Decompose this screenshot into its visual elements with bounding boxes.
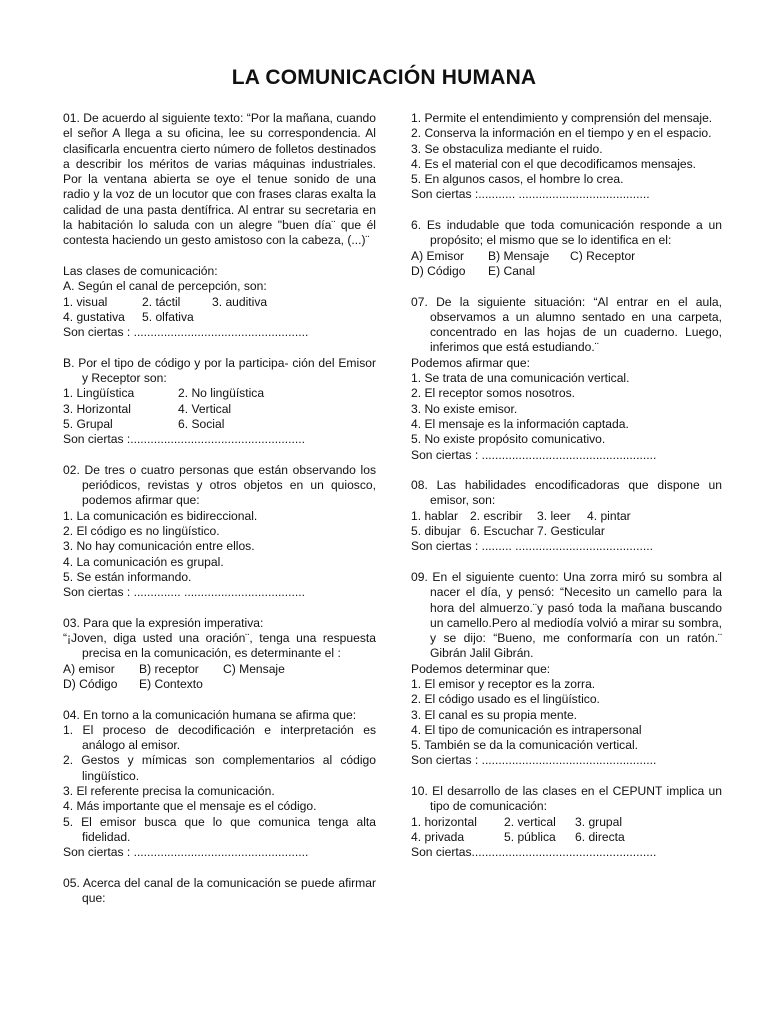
option-row bbox=[63, 386, 376, 401]
option: D) Código bbox=[63, 676, 118, 691]
list-item: 1. El proceso de decodificación e interpretación es análogo al emisor. bbox=[63, 722, 376, 753]
option: 2. No lingüística bbox=[178, 386, 265, 401]
option: 5. pública bbox=[504, 829, 556, 844]
option-row bbox=[411, 830, 722, 845]
list-item: 5. No existe propósito comunicativo. bbox=[411, 432, 606, 447]
list-item: 3. No hay comunicación entre ellos. bbox=[63, 539, 255, 554]
option-row bbox=[63, 662, 376, 677]
option: B) receptor bbox=[139, 661, 199, 676]
answer-line: Son ciertas....................................................... bbox=[411, 845, 657, 860]
question-01-a-stem: A. Según el canal de percepción, son: bbox=[63, 279, 267, 294]
list-item: 4. El tipo de comunicación es intrapersonal bbox=[411, 722, 642, 737]
list-item: 2. Gestos y mímicas son complementarios al código lingüístico. bbox=[63, 753, 376, 783]
question-03-stem: 03. Para que la expresión imperativa: bbox=[63, 615, 264, 630]
list-item: 5. El emisor busca que lo que comunica tenga alta fidelidad. bbox=[63, 814, 376, 844]
option: C) Receptor bbox=[570, 248, 636, 263]
option-row bbox=[411, 815, 722, 830]
option-row bbox=[63, 310, 376, 325]
list-item: 4. Más importante que el mensaje es el código. bbox=[63, 799, 317, 814]
option: 2. vertical bbox=[504, 814, 556, 829]
question-05-stem: 05. Acerca del canal de la comunicación se puede afirmar que: bbox=[63, 875, 376, 906]
question-10-stem: 10. El desarrollo de las clases en el CEPUNT implica un tipo de comunicación: bbox=[411, 784, 722, 814]
option-row bbox=[411, 264, 722, 279]
option: 1. visual bbox=[63, 294, 108, 309]
option: 7. Gesticular bbox=[537, 524, 605, 539]
list-item: 2. El receptor somos nosotros. bbox=[411, 386, 576, 401]
answer-line: Son ciertas :........... ....................................... bbox=[411, 187, 650, 202]
option: 2. escribir bbox=[470, 508, 523, 523]
option-row bbox=[411, 249, 722, 264]
answer-line: Son ciertas :.................................................... bbox=[63, 432, 305, 447]
list-item: 3. El referente precisa la comunicación. bbox=[63, 784, 275, 799]
question-03-quote: “¡Joven, diga usted una oración¨, tenga una respuesta precisa en la comunicación, es determinante el : bbox=[63, 631, 376, 661]
list-item: 2. El código es no lingüístico. bbox=[63, 524, 220, 539]
option-row bbox=[63, 402, 376, 417]
list-item: 5. Se están informando. bbox=[63, 569, 192, 584]
option: 1. horizontal bbox=[411, 814, 477, 829]
answer-line: Son ciertas : .................................................... bbox=[411, 447, 657, 462]
option: E) Contexto bbox=[139, 676, 203, 691]
option: 3. Horizontal bbox=[63, 401, 131, 416]
answer-line: Son ciertas : .................................................... bbox=[63, 845, 309, 860]
left-column bbox=[63, 111, 376, 906]
question-01-intro: Las clases de comunicación: bbox=[63, 263, 218, 278]
question-07-stem: 07. De la siguiente situación: “Al entrar en el aula, observamos a un alumno sentado en una carpeta, concentrado en las hojas de un cuaderno. Luego, inferimos que está estudiando.¨ bbox=[411, 294, 722, 355]
list-item: 5. En algunos casos, el hombre lo crea. bbox=[411, 172, 624, 187]
option-row bbox=[63, 677, 376, 692]
option: E) Canal bbox=[488, 263, 536, 278]
question-02-stem: 02. De tres o cuatro personas que están observando los periódicos, revistas y otros objetos en un quiosco, podemos afirmar que: bbox=[63, 462, 376, 508]
option: 3. leer bbox=[537, 508, 571, 523]
question-01-text: 01. De acuerdo al siguiente texto: “Por la mañana, cuando el señor A llega a su oficina, lee su correspondencia. Al clasificarla encuentra cierto número de folletos destinados a describir los méritos de varias máquinas industriales. Por la ventana abierta se oye el tenue sonido de una radio y la voz de un locutor que con frases claras exalta la calidad de una pasta dentífrica. Al entrar su secretaria en la habitación lo saluda con un alegre "buen día¨ que él contesta haciendo un gesto amistoso con la cabeza, (...)¨ bbox=[63, 111, 376, 248]
option-row bbox=[63, 295, 376, 310]
option: 4. gustativa bbox=[63, 309, 125, 324]
list-item: 3. Se obstaculiza mediante el ruido. bbox=[411, 141, 603, 156]
option: D) Código bbox=[411, 263, 466, 278]
list-item: 1. El emisor y receptor es la zorra. bbox=[411, 676, 596, 691]
option: A) emisor bbox=[63, 661, 115, 676]
list-item: 3. No existe emisor. bbox=[411, 401, 518, 416]
list-item: 1. La comunicación es bidireccional. bbox=[63, 508, 258, 523]
list-item: 4. Es el material con el que decodificamos mensajes. bbox=[411, 156, 697, 171]
list-item: 2. El código usado es el lingüístico. bbox=[411, 692, 600, 707]
list-item: 5. También se da la comunicación vertical. bbox=[411, 738, 638, 753]
list-item: 4. La comunicación es grupal. bbox=[63, 554, 224, 569]
option: 1. hablar bbox=[411, 508, 459, 523]
option: 6. Escuchar bbox=[470, 524, 534, 539]
option: 4. privada bbox=[411, 829, 465, 844]
option: B) Mensaje bbox=[488, 248, 550, 263]
list-item: 1. Permite el entendimiento y comprensión del mensaje. bbox=[411, 111, 713, 125]
answer-line: Son ciertas : .................................................... bbox=[411, 753, 657, 768]
option: 6. directa bbox=[575, 829, 625, 844]
option: 5. olfativa bbox=[142, 309, 194, 324]
option-row bbox=[411, 524, 722, 539]
option: 6. Social bbox=[178, 416, 225, 431]
list-item: 1. Se trata de una comunicación vertical. bbox=[411, 371, 630, 386]
option: 5. Grupal bbox=[63, 416, 113, 431]
option: 1. Lingüística bbox=[63, 386, 135, 401]
option: 2. táctil bbox=[142, 294, 181, 309]
question-07-intro: Podemos afirmar que: bbox=[411, 355, 530, 370]
question-04-stem: 04. En torno a la comunicación humana se afirma que: bbox=[63, 707, 357, 722]
option: 3. grupal bbox=[575, 814, 623, 829]
answer-line: Son ciertas : .................................................... bbox=[63, 325, 309, 340]
list-item: 2. Conserva la información en el tiempo y en el espacio. bbox=[411, 126, 712, 141]
list-item: 3. El canal es su propia mente. bbox=[411, 707, 578, 722]
answer-line: Son ciertas : ......... ......................................... bbox=[411, 539, 653, 554]
question-09-stem: 09. En el siguiente cuento: Una zorra miró su sombra al nacer el día, y pensó: “Necesito un camello para la hora del almuerzo.¨y pasó toda la mañana buscando un camello.Pero al mediodía volvió a mirar su sombra, y se dijo: “Bueno, me conformaría con un ratón.¨ Gibrán Jalil Gibrán. bbox=[411, 569, 722, 661]
option: 5. dibujar bbox=[411, 524, 461, 539]
option-row bbox=[63, 417, 376, 432]
option: 4. pintar bbox=[587, 508, 631, 523]
list-item: 4. El mensaje es la información captada. bbox=[411, 416, 629, 431]
question-01-b-stem: B. Por el tipo de código y por la participa- ción del Emisor y Receptor son: bbox=[63, 355, 376, 386]
option-row bbox=[411, 509, 722, 524]
option: 3. auditiva bbox=[212, 294, 268, 309]
option: C) Mensaje bbox=[223, 661, 285, 676]
option: A) Emisor bbox=[411, 248, 465, 263]
page-title: LA COMUNICACIÓN HUMANA bbox=[231, 66, 537, 89]
question-06-stem: 6. Es indudable que toda comunicación responde a un propósito; el mismo que se lo identifica en el: bbox=[411, 218, 722, 248]
answer-line: Son ciertas : .............. .................................... bbox=[63, 585, 305, 600]
option: 4. Vertical bbox=[178, 401, 232, 416]
question-09-intro: Podemos determinar que: bbox=[411, 661, 551, 676]
question-08-stem: 08. Las habilidades encodificadoras que dispone un emisor, son: bbox=[411, 478, 722, 508]
right-column bbox=[411, 111, 722, 861]
